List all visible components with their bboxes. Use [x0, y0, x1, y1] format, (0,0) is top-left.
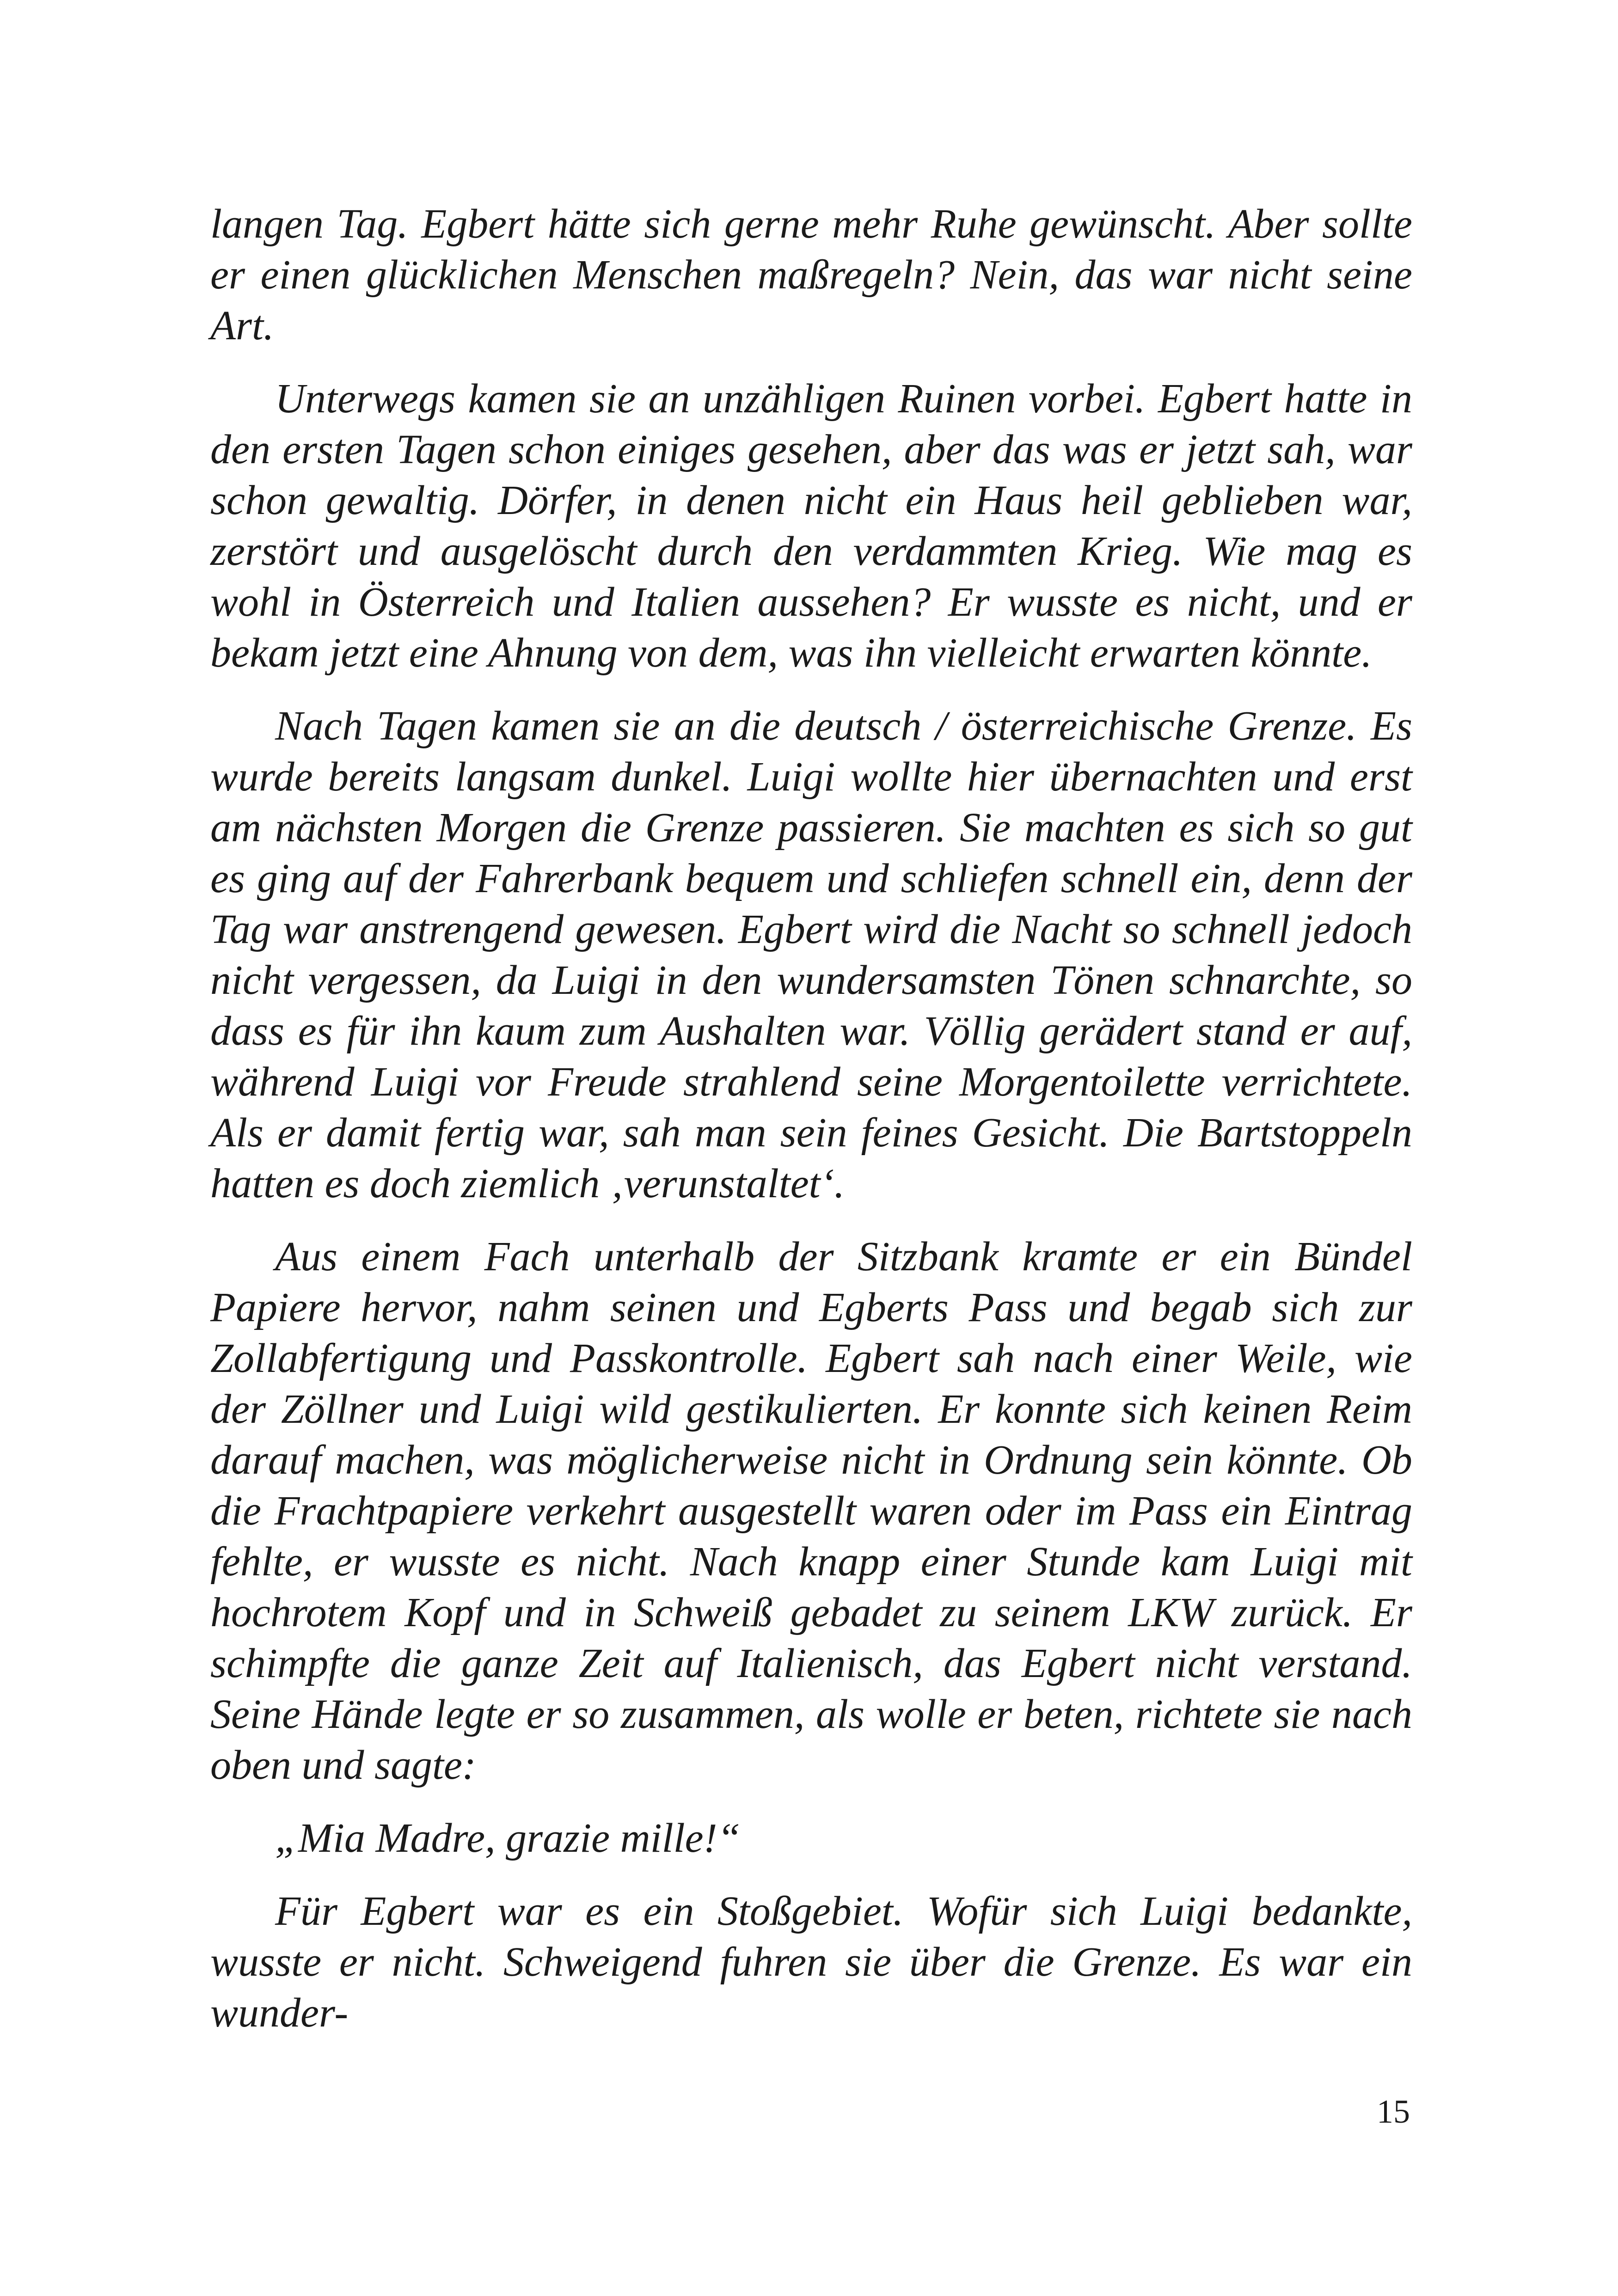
paragraph-4: Aus einem Fach unterhalb der Sitzbank kramte er ein Bündel Papiere hervor, nahm seinen und Egberts Pass und begab sich zur Zollabfertigung und Passkontrolle. Egbert sah nach einer Weile, wie der Zöllner und Luigi wild gestikulierten. Er konnte sich keinen Reim darauf machen, was möglicherweise nicht in Ordnung sein könnte. Ob die Frachtpapiere verkehrt ausgestellt waren oder im Pass ein Eintrag fehlte, er wusste es nicht. Nach knapp einer Stunde kam Luigi mit hochrotem Kopf und in Schweiß gebadet zu seinem LKW zurück. Er schimpfte die ganze Zeit auf Italienisch, das Egbert nicht verstand. Seine Hände legte er so zusammen, als wolle er beten, richtete sie nach oben und sagte: — [210, 1234, 1412, 1788]
paragraph-1: langen Tag. Egbert hätte sich gerne mehr Ruhe gewünscht. Aber sollte er einen glücklichen Menschen maßregeln? Nein, das war nicht seine Art. — [210, 201, 1412, 349]
page-number: 15 — [1377, 2093, 1410, 2130]
paragraph-2: Unterwegs kamen sie an unzähligen Ruinen vorbei. Egbert hatte in den ersten Tagen schon einiges gesehen, aber das was er jetzt sah, war schon gewaltig. Dörfer, in denen nicht ein Haus heil geblieben war, zerstört und ausgelöscht durch den verdammten Krieg. Wie mag es wohl in Österreich und Italien aussehen? Er wusste es nicht, und er bekam jetzt eine Ahnung von dem, was ihn vielleicht erwarten könnte. — [210, 376, 1412, 676]
paragraph-5: „Mia Madre, grazie mille!“ — [275, 1815, 741, 1861]
paragraph-6: Für Egbert war es ein Stoßgebiet. Wofür sich Luigi bedankte, wusste er nicht. Schweigend fuhren sie über die Grenze. Es war ein wunder- — [210, 1888, 1412, 2036]
paragraph-3: Nach Tagen kamen sie an die deutsch / österreichische Grenze. Es wurde bereits langsam dunkel. Luigi wollte hier übernachten und erst am nächsten Morgen die Grenze passieren. Sie machten es sich so gut es ging auf der Fahrerbank bequem und schliefen schnell ein, denn der Tag war anstrengend gewesen. Egbert wird die Nacht so schnell jedoch nicht vergessen, da Luigi in den wundersamsten Tönen schnarchte, so dass es für ihn kaum zum Aushalten war. Völlig gerädert stand er auf, während Luigi vor Freude strahlend seine Morgentoilette verrichtete. Als er damit fertig war, sah man sein feines Gesicht. Die Bartstoppeln hatten es doch ziemlich ‚verunstaltet‘. — [210, 703, 1412, 1206]
body-text — [210, 199, 1412, 2061]
